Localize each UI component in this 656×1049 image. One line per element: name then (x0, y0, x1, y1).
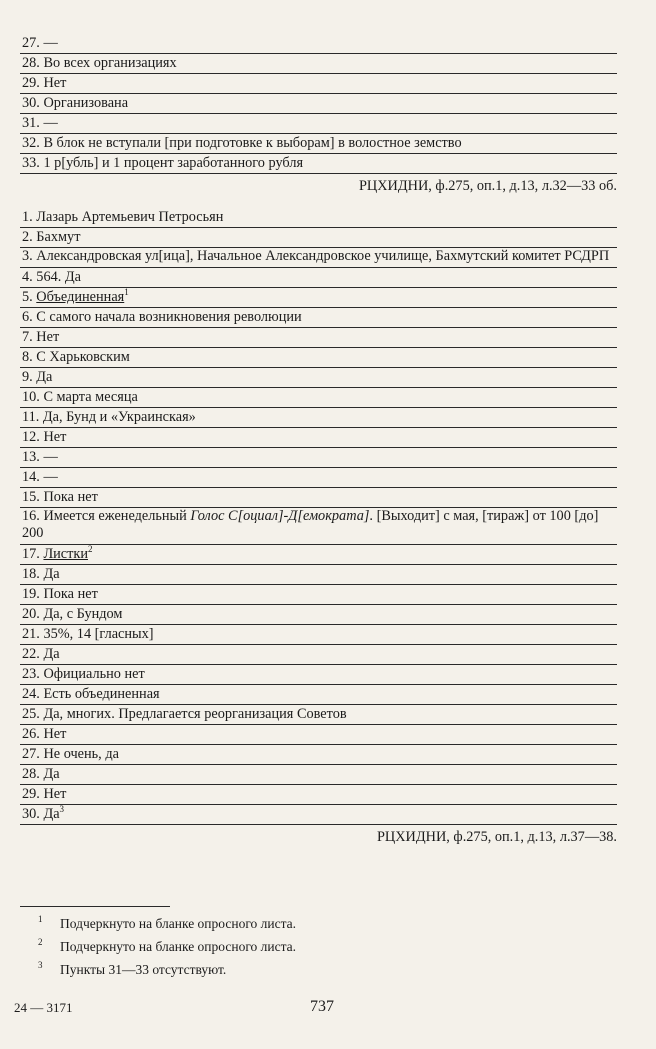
newspaper-title: Голос С[оциал]-Д[емократа] (190, 507, 370, 524)
footnote: $^2$ Подчеркнуто на бланке опросного листа. (38, 937, 297, 954)
answer-row: 23. Официально нет (20, 665, 617, 685)
answer-row: 10. С марта месяца (20, 388, 617, 408)
answer-row: 27. Не очень, да (20, 745, 617, 765)
answer-row: 30. Организована (20, 94, 617, 114)
answer-row: 28. Да (20, 765, 617, 785)
answer-row: 22. Да (20, 645, 617, 665)
footnote: $^1$ Подчеркнуто на бланке опросного листа. (38, 914, 297, 931)
answer-row: 5. Объединенная$^1$ (20, 288, 617, 308)
footnote-ref: 3 (59, 804, 65, 814)
answer-row: 30. $Да^3$ (20, 805, 617, 825)
archive-source-citation: РЦХИДНИ, ф.275, оп.1, д.13, л.32—33 об. (358, 178, 617, 194)
answer-row: 18. Да (20, 565, 617, 585)
footnote-divider (20, 906, 170, 907)
underlined-answer: Листки (43, 545, 88, 562)
answer-row: 8. С Харьковским (20, 348, 617, 368)
answer-row: 29. Нет (20, 74, 617, 94)
footnote: $^3$ Пункты 31—33 отсутствуют. (38, 960, 227, 977)
answer-row: 31. — (20, 114, 617, 134)
answer-row: 32. В блок не вступали [при подготовке к выборам] в волостное земство (20, 134, 617, 154)
archive-source-citation: РЦХИДНИ, ф.275, оп.1, д.13, л.37—38. (376, 828, 617, 845)
underlined-answer: Объединенная (36, 288, 125, 305)
footnote-ref: 2 (88, 544, 93, 554)
printer-signature: 24 — 3171 (14, 1000, 73, 1015)
answer-row: 19. Пока нет (20, 585, 617, 605)
answer-row: 3. Александровская ул[ица], Начальное Александровское училище, Бахмутский комитет РСДРП (20, 248, 617, 268)
answer-row: 6. С самого начала возникновения революции (20, 308, 617, 328)
answer-row: 2. Бахмут (20, 228, 617, 248)
answer-row: 12. Нет (20, 428, 617, 448)
document-page (20, 34, 617, 851)
answer-row: 11. Да, Бунд и «Украинская» (20, 408, 617, 428)
page-number: 737 (310, 998, 334, 1015)
answer-row: 16. Имеется еженедельный Голос С[оциал]-Д[емократа]. [Выходит] с мая, [тираж] от 100 [до] 200 (20, 508, 617, 545)
answer-row: 20. Да, с Бундом (20, 605, 617, 625)
answer-row: 28. Во всех организациях (20, 54, 617, 74)
answer-row: 7. Нет (20, 328, 617, 348)
answer-row: 15. Пока нет (20, 488, 617, 508)
answer-row: 21. 35%, 14 [гласных] (20, 625, 617, 645)
answer-row: 9. Да (20, 368, 617, 388)
answer-row: 29. Нет (20, 785, 617, 805)
answer-row: 13. — (20, 448, 617, 468)
answer-row: 27. — (20, 34, 617, 54)
answer-row: 33. 1 р[убль] и 1 процент заработанного рубля (20, 154, 617, 174)
answer-row: 4. 564. Да (20, 268, 617, 288)
answer-row: 26. Нет (20, 725, 617, 745)
answer-row: 14. — (20, 468, 617, 488)
footnotes (38, 912, 296, 981)
answer-row: 1. Лазарь Артемьевич Петросьян (20, 208, 617, 228)
answer-row: 17. Листки$^2$ (20, 545, 617, 565)
answer-row: 24. Есть объединенная (20, 685, 617, 705)
footnote-ref: 1 (124, 287, 129, 297)
answer-row: 25. Да, многих. Предлагается реорганизация Советов (20, 705, 617, 725)
